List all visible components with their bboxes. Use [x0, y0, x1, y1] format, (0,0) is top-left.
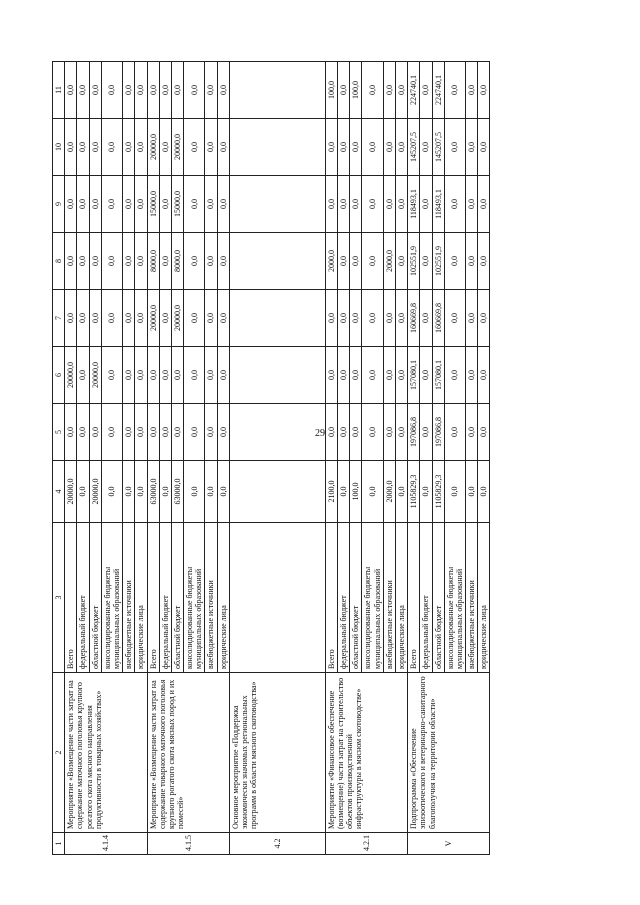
funding-source: консолидированные бюджеты муниципальных образований [444, 523, 465, 673]
row-code: V [408, 833, 490, 855]
value-cell: 0,0 [77, 290, 89, 347]
value-cell: 0,0 [184, 290, 205, 347]
value-cell: 0,0 [77, 176, 89, 233]
header-cell: 8 [53, 233, 65, 290]
value-cell: 0,0 [478, 62, 490, 119]
row-name: Основное мероприятие «Поддержка экономически значимых региональных программ в области мясного скотоводства» [229, 673, 325, 833]
value-cell: 0,0 [159, 119, 171, 176]
value-cell: 0,0 [123, 347, 135, 404]
row-code: 4.1.4 [65, 833, 147, 855]
value-cell: 0,0 [77, 404, 89, 461]
funding-source: федеральный бюджет [338, 523, 350, 673]
value-cell: 0,0 [338, 461, 350, 523]
value-cell: 0,0 [171, 347, 183, 404]
value-cell: 224740,1 [432, 62, 444, 119]
value-cell: 0,0 [217, 62, 229, 119]
table-row [408, 62, 420, 855]
value-cell [229, 404, 325, 461]
value-cell: 0,0 [184, 461, 205, 523]
value-cell: 0,0 [171, 404, 183, 461]
value-cell: 0,0 [147, 347, 159, 404]
value-cell: 0,0 [135, 176, 147, 233]
header-cell: 7 [53, 290, 65, 347]
value-cell: 0,0 [123, 233, 135, 290]
value-cell: 0,0 [395, 62, 407, 119]
value-cell: 100,0 [325, 62, 337, 119]
value-cell: 0,0 [123, 404, 135, 461]
value-cell: 0,0 [444, 461, 465, 523]
value-cell: 0,0 [395, 404, 407, 461]
value-cell: 0,0 [338, 404, 350, 461]
value-cell: 0,0 [147, 404, 159, 461]
value-cell: 0,0 [77, 62, 89, 119]
value-cell: 160669,8 [432, 290, 444, 347]
value-cell: 145207,5 [432, 119, 444, 176]
value-cell: 0,0 [338, 347, 350, 404]
value-cell: 0,0 [478, 347, 490, 404]
header-cell: 6 [53, 347, 65, 404]
value-cell: 0,0 [420, 62, 432, 119]
value-cell: 0,0 [383, 62, 395, 119]
funding-source: внебюджетные источники [123, 523, 135, 673]
value-cell: 20000,0 [171, 119, 183, 176]
value-cell: 0,0 [65, 62, 77, 119]
value-cell: 0,0 [466, 461, 478, 523]
value-cell: 0,0 [362, 62, 383, 119]
value-cell: 0,0 [338, 176, 350, 233]
value-cell: 20000,0 [147, 119, 159, 176]
value-cell: 0,0 [123, 176, 135, 233]
value-cell: 1105829,3 [432, 461, 444, 523]
value-cell: 0,0 [420, 290, 432, 347]
value-cell: 0,0 [338, 119, 350, 176]
value-cell: 0,0 [135, 347, 147, 404]
value-cell: 20000,0 [171, 290, 183, 347]
value-cell: 0,0 [135, 119, 147, 176]
value-cell: 160669,8 [408, 290, 420, 347]
value-cell: 0,0 [350, 233, 362, 290]
funding-source: областной бюджет [89, 523, 101, 673]
value-cell: 0,0 [420, 176, 432, 233]
value-cell: 0,0 [217, 233, 229, 290]
value-cell: 0,0 [395, 233, 407, 290]
value-cell: 157080,1 [408, 347, 420, 404]
value-cell: 118493,1 [408, 176, 420, 233]
funding-source: областной бюджет [350, 523, 362, 673]
value-cell: 0,0 [338, 233, 350, 290]
funding-source: Всего [408, 523, 420, 673]
header-row [53, 62, 65, 855]
value-cell: 0,0 [147, 62, 159, 119]
value-cell [229, 62, 325, 119]
value-cell: 0,0 [184, 347, 205, 404]
value-cell: 0,0 [159, 404, 171, 461]
value-cell: 2000,0 [383, 461, 395, 523]
value-cell: 0,0 [184, 176, 205, 233]
value-cell: 0,0 [123, 290, 135, 347]
value-cell: 0,0 [135, 461, 147, 523]
value-cell: 0,0 [205, 290, 217, 347]
row-code: 4.2 [229, 833, 325, 855]
funding-source: областной бюджет [432, 523, 444, 673]
value-cell: 15000,0 [171, 176, 183, 233]
value-cell: 0,0 [135, 290, 147, 347]
value-cell: 0,0 [478, 290, 490, 347]
row-name: Мероприятие «Возмещение части затрат на содержание маточного поголовья крупного рогатого скота мясного направления продуктивности в товарных хозяйствах» [65, 673, 147, 833]
value-cell: 0,0 [77, 119, 89, 176]
value-cell: 0,0 [395, 290, 407, 347]
row-code: 4.1.5 [147, 833, 229, 855]
value-cell: 0,0 [159, 62, 171, 119]
value-cell: 0,0 [89, 233, 101, 290]
value-cell: 1105829,3 [408, 461, 420, 523]
value-cell: 0,0 [159, 347, 171, 404]
value-cell [229, 233, 325, 290]
funding-source: федеральный бюджет [420, 523, 432, 673]
value-cell: 0,0 [101, 404, 122, 461]
value-cell: 0,0 [159, 176, 171, 233]
value-cell: 0,0 [205, 176, 217, 233]
value-cell: 197086,8 [408, 404, 420, 461]
value-cell: 0,0 [350, 176, 362, 233]
value-cell: 0,0 [478, 119, 490, 176]
value-cell: 0,0 [217, 347, 229, 404]
value-cell: 63000,0 [171, 461, 183, 523]
header-cell: 10 [53, 119, 65, 176]
value-cell: 0,0 [478, 461, 490, 523]
value-cell [229, 290, 325, 347]
funding-source: Всего [65, 523, 77, 673]
value-cell [229, 176, 325, 233]
value-cell: 0,0 [466, 233, 478, 290]
value-cell: 0,0 [123, 119, 135, 176]
value-cell [229, 461, 325, 523]
value-cell: 0,0 [444, 290, 465, 347]
value-cell: 0,0 [184, 62, 205, 119]
value-cell: 0,0 [123, 461, 135, 523]
value-cell: 0,0 [205, 233, 217, 290]
value-cell: 100,0 [350, 461, 362, 523]
funding-source: консолидированные бюджеты муниципальных образований [184, 523, 205, 673]
value-cell: 0,0 [325, 290, 337, 347]
value-cell: 0,0 [466, 176, 478, 233]
funding-source: федеральный бюджет [159, 523, 171, 673]
value-cell: 0,0 [205, 119, 217, 176]
value-cell: 0,0 [77, 461, 89, 523]
value-cell: 20000,0 [65, 347, 77, 404]
value-cell: 0,0 [444, 62, 465, 119]
value-cell [229, 347, 325, 404]
value-cell: 0,0 [338, 290, 350, 347]
value-cell: 0,0 [383, 347, 395, 404]
value-cell: 0,0 [184, 233, 205, 290]
value-cell: 0,0 [478, 176, 490, 233]
value-cell: 0,0 [383, 404, 395, 461]
value-cell: 0,0 [395, 176, 407, 233]
value-cell: 0,0 [350, 290, 362, 347]
value-cell: 0,0 [159, 461, 171, 523]
value-cell: 0,0 [478, 233, 490, 290]
value-cell: 0,0 [171, 62, 183, 119]
value-cell: 0,0 [184, 119, 205, 176]
value-cell: 0,0 [350, 119, 362, 176]
value-cell: 0,0 [123, 62, 135, 119]
value-cell: 100,0 [350, 62, 362, 119]
funding-source: внебюджетные источники [205, 523, 217, 673]
value-cell: 0,0 [444, 233, 465, 290]
value-cell: 0,0 [466, 404, 478, 461]
value-cell: 0,0 [135, 233, 147, 290]
value-cell: 0,0 [444, 119, 465, 176]
value-cell: 2000,0 [325, 233, 337, 290]
value-cell: 145207,5 [408, 119, 420, 176]
value-cell: 0,0 [362, 233, 383, 290]
value-cell: 0,0 [89, 176, 101, 233]
value-cell: 20000,0 [89, 461, 101, 523]
value-cell: 0,0 [466, 290, 478, 347]
budget-table [52, 61, 490, 855]
value-cell: 0,0 [77, 233, 89, 290]
value-cell: 0,0 [101, 347, 122, 404]
value-cell: 0,0 [65, 290, 77, 347]
value-cell: 0,0 [383, 119, 395, 176]
row-name: Мероприятие «Возмещение части затрат на содержание товарного маточного поголовья крупного рогатого скота мясных пород и их помесей» [147, 673, 229, 833]
value-cell: 102551,9 [432, 233, 444, 290]
value-cell: 63000,0 [147, 461, 159, 523]
value-cell: 0,0 [444, 347, 465, 404]
value-cell: 0,0 [205, 404, 217, 461]
value-cell: 0,0 [350, 347, 362, 404]
value-cell: 0,0 [135, 62, 147, 119]
value-cell: 0,0 [466, 347, 478, 404]
header-cell: 1 [53, 833, 65, 855]
value-cell: 0,0 [205, 461, 217, 523]
funding-source: консолидированные бюджеты муниципальных образований [362, 523, 383, 673]
funding-source: областной бюджет [171, 523, 183, 673]
value-cell: 0,0 [338, 62, 350, 119]
value-cell: 0,0 [325, 347, 337, 404]
funding-source: внебюджетные источники [383, 523, 395, 673]
value-cell: 0,0 [395, 119, 407, 176]
value-cell: 0,0 [420, 347, 432, 404]
value-cell: 102551,9 [408, 233, 420, 290]
value-cell: 8000,0 [147, 233, 159, 290]
row-name: Мероприятие «Финансовое обеспечение (возмещение) части затрат на строительство объектов производственной инфраструктуры в мясном скотоводстве» [325, 673, 407, 833]
value-cell: 0,0 [65, 233, 77, 290]
value-cell: 0,0 [420, 233, 432, 290]
value-cell: 197086,8 [432, 404, 444, 461]
value-cell: 0,0 [217, 119, 229, 176]
value-cell: 0,0 [444, 404, 465, 461]
value-cell: 0,0 [362, 290, 383, 347]
value-cell: 0,0 [362, 347, 383, 404]
header-cell: 9 [53, 176, 65, 233]
value-cell: 0,0 [350, 404, 362, 461]
value-cell: 0,0 [420, 404, 432, 461]
value-cell: 0,0 [65, 176, 77, 233]
value-cell: 0,0 [101, 290, 122, 347]
row-code: 4.2.1 [325, 833, 407, 855]
page-number-text: 29 [315, 428, 325, 439]
value-cell: 118493,1 [432, 176, 444, 233]
value-cell: 0,0 [101, 233, 122, 290]
value-cell: 0,0 [478, 404, 490, 461]
funding-source: юридические лица [478, 523, 490, 673]
value-cell: 0,0 [420, 119, 432, 176]
value-cell: 0,0 [159, 233, 171, 290]
value-cell: 157080,1 [432, 347, 444, 404]
value-cell: 0,0 [89, 290, 101, 347]
value-cell: 0,0 [362, 461, 383, 523]
value-cell: 0,0 [65, 404, 77, 461]
funding-source: юридические лица [217, 523, 229, 673]
value-cell: 20000,0 [147, 290, 159, 347]
funding-source: Всего [325, 523, 337, 673]
table-row [147, 62, 159, 855]
value-cell: 8000,0 [171, 233, 183, 290]
value-cell: 0,0 [77, 347, 89, 404]
rotated-page [52, 65, 582, 855]
value-cell: 0,0 [444, 176, 465, 233]
value-cell: 0,0 [325, 119, 337, 176]
value-cell: 20000,0 [89, 347, 101, 404]
table-body [65, 62, 490, 855]
value-cell: 0,0 [466, 119, 478, 176]
value-cell: 0,0 [217, 404, 229, 461]
value-cell [229, 119, 325, 176]
value-cell: 0,0 [217, 290, 229, 347]
value-cell: 0,0 [101, 461, 122, 523]
value-cell: 0,0 [101, 62, 122, 119]
funding-source: юридические лица [135, 523, 147, 673]
value-cell: 15000,0 [147, 176, 159, 233]
funding-source: консолидированные бюджеты муниципальных образований [101, 523, 122, 673]
value-cell: 0,0 [395, 347, 407, 404]
funding-source: Всего [147, 523, 159, 673]
value-cell: 2100,0 [325, 461, 337, 523]
value-cell: 0,0 [325, 176, 337, 233]
value-cell: 0,0 [101, 176, 122, 233]
value-cell: 0,0 [362, 404, 383, 461]
value-cell: 0,0 [217, 176, 229, 233]
value-cell: 0,0 [159, 290, 171, 347]
value-cell: 0,0 [101, 119, 122, 176]
value-cell: 0,0 [383, 290, 395, 347]
table-row [325, 62, 337, 855]
row-name: Подпрограмма «Обеспечение эпизоотического и ветеринарно-санитарного благополучия на территории области» [408, 673, 490, 833]
header-cell: 11 [53, 62, 65, 119]
funding-source: внебюджетные источники [466, 523, 478, 673]
value-cell: 0,0 [184, 404, 205, 461]
value-cell: 2000,0 [383, 233, 395, 290]
header-cell: 3 [53, 523, 65, 673]
header-cell: 2 [53, 673, 65, 833]
value-cell: 0,0 [65, 119, 77, 176]
table-row [65, 62, 77, 855]
value-cell: 0,0 [89, 62, 101, 119]
funding-source [229, 523, 325, 673]
value-cell: 0,0 [383, 176, 395, 233]
value-cell: 0,0 [89, 119, 101, 176]
value-cell: 0,0 [205, 62, 217, 119]
value-cell: 0,0 [420, 461, 432, 523]
value-cell: 0,0 [325, 404, 337, 461]
value-cell: 0,0 [362, 176, 383, 233]
header-cell: 5 [53, 404, 65, 461]
value-cell: 0,0 [135, 404, 147, 461]
value-cell: 0,0 [466, 62, 478, 119]
funding-source: юридические лица [395, 523, 407, 673]
value-cell: 20000,0 [65, 461, 77, 523]
table-row [229, 62, 325, 855]
header-cell: 4 [53, 461, 65, 523]
value-cell: 0,0 [362, 119, 383, 176]
value-cell: 0,0 [89, 404, 101, 461]
value-cell: 0,0 [217, 461, 229, 523]
funding-source: федеральный бюджет [77, 523, 89, 673]
value-cell: 224740,1 [408, 62, 420, 119]
value-cell: 0,0 [205, 347, 217, 404]
value-cell: 0,0 [395, 461, 407, 523]
